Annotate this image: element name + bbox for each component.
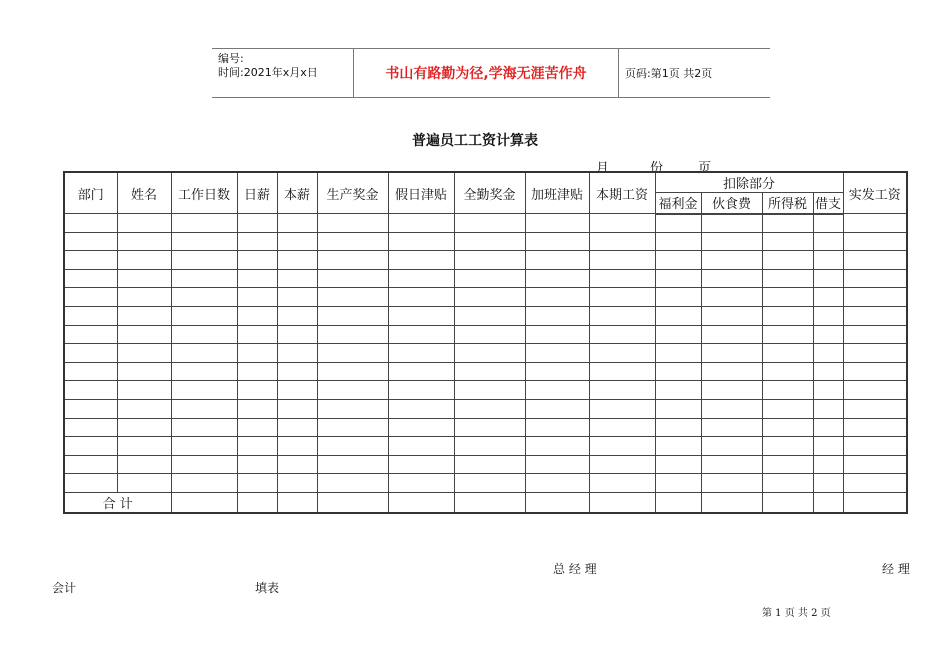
col-header-deductions: 扣除部分 [655,172,843,193]
table-cell[interactable] [701,381,762,400]
table-cell[interactable] [237,399,277,418]
col-header-advance: 借支 [813,193,843,214]
col-header-attendance-bonus: 全勤奖金 [454,172,525,214]
table-cell[interactable] [843,474,907,493]
table-cell[interactable] [277,362,317,381]
table-cell[interactable] [655,325,701,344]
col-header-work-days: 工作日数 [171,172,237,214]
table-cell[interactable] [171,362,237,381]
table-row [64,399,907,418]
table-cell[interactable] [317,306,388,325]
table-cell[interactable] [388,474,454,493]
table-cell[interactable] [237,418,277,437]
table-cell[interactable] [589,214,655,233]
table-cell[interactable] [701,474,762,493]
col-header-overtime-allowance: 加班津贴 [525,172,589,214]
table-cell[interactable] [171,474,237,493]
table-row [64,474,907,493]
table-cell[interactable] [655,362,701,381]
table-cell[interactable] [525,437,589,456]
table-cell[interactable] [388,437,454,456]
col-header-net-pay: 实发工资 [843,172,907,214]
table-cell[interactable] [117,325,171,344]
table-cell[interactable] [525,306,589,325]
table-cell[interactable] [589,269,655,288]
signature-manager: 经 理 [882,562,910,576]
table-cell[interactable] [454,232,525,251]
table-cell[interactable] [655,214,701,233]
table-cell[interactable] [117,362,171,381]
table-cell[interactable] [525,269,589,288]
table-cell[interactable] [843,269,907,288]
table-cell[interactable] [701,232,762,251]
table-cell[interactable] [317,344,388,363]
table-cell[interactable] [117,251,171,270]
table-cell[interactable] [117,306,171,325]
table-cell[interactable] [843,418,907,437]
table-cell[interactable] [277,474,317,493]
table-cell[interactable] [277,214,317,233]
table-cell[interactable] [454,325,525,344]
table-cell[interactable] [237,214,277,233]
table-cell[interactable] [171,269,237,288]
col-header-current-salary: 本期工资 [589,172,655,214]
table-cell[interactable] [237,251,277,270]
table-cell[interactable] [317,232,388,251]
table-cell[interactable] [171,251,237,270]
table-cell[interactable] [843,399,907,418]
table-cell[interactable] [813,214,843,233]
table-cell[interactable] [64,214,117,233]
document-time: 时间:2021年x月x日 [218,66,318,79]
table-cell[interactable] [388,344,454,363]
col-header-welfare: 福利金 [655,193,701,214]
signature-accountant: 会计 [52,581,77,595]
table-cell[interactable] [388,325,454,344]
table-cell[interactable] [64,455,117,474]
table-cell[interactable] [388,362,454,381]
table-cell[interactable] [171,437,237,456]
table-row [64,381,907,400]
table-cell[interactable] [589,344,655,363]
table-cell[interactable] [388,288,454,307]
table-cell[interactable] [237,269,277,288]
table-cell[interactable] [454,474,525,493]
table-cell[interactable] [388,418,454,437]
table-cell[interactable] [589,418,655,437]
table-row [64,269,907,288]
table-cell[interactable] [525,325,589,344]
table-cell[interactable] [701,306,762,325]
table-cell[interactable] [762,325,813,344]
table-cell[interactable] [237,344,277,363]
table-cell[interactable] [277,251,317,270]
table-cell[interactable] [388,492,454,513]
table-cell[interactable] [843,437,907,456]
salary-table [63,171,908,514]
table-row [64,288,907,307]
table-cell[interactable] [701,288,762,307]
table-cell[interactable] [171,399,237,418]
table-cell[interactable] [454,306,525,325]
col-header-meals: 伙食费 [701,193,762,214]
table-cell[interactable] [813,232,843,251]
table-cell[interactable] [317,269,388,288]
period-part: 份 [650,161,664,176]
table-row [64,251,907,270]
header-motto: 书山有路勤为径,学海无涯苦作舟 [385,66,587,82]
table-cell[interactable] [64,418,117,437]
table-cell[interactable] [589,381,655,400]
table-cell[interactable] [701,269,762,288]
table-cell[interactable] [117,381,171,400]
table-cell[interactable] [813,362,843,381]
table-cell[interactable] [64,288,117,307]
table-cell[interactable] [525,214,589,233]
table-row [64,306,907,325]
table-cell[interactable] [525,399,589,418]
table-cell[interactable] [813,492,843,513]
table-cell[interactable] [117,437,171,456]
table-cell[interactable] [843,232,907,251]
table-cell[interactable] [171,418,237,437]
table-cell[interactable] [117,288,171,307]
table-cell[interactable] [237,288,277,307]
table-cell[interactable] [525,474,589,493]
table-cell[interactable] [655,418,701,437]
table-cell[interactable] [277,437,317,456]
table-cell[interactable] [317,418,388,437]
table-cell[interactable] [589,306,655,325]
table-cell[interactable] [813,251,843,270]
table-row [64,455,907,474]
col-header-holiday-allowance: 假日津贴 [388,172,454,214]
table-cell[interactable] [701,251,762,270]
table-cell[interactable] [762,437,813,456]
table-cell[interactable] [388,381,454,400]
table-cell[interactable] [525,362,589,381]
table-row [64,437,907,456]
table-cell[interactable] [388,251,454,270]
table-cell[interactable] [813,418,843,437]
table-cell[interactable] [701,399,762,418]
table-cell[interactable] [589,492,655,513]
table-cell[interactable] [454,344,525,363]
table-cell[interactable] [454,251,525,270]
table-cell[interactable] [843,344,907,363]
table-cell[interactable] [237,492,277,513]
table-row [64,232,907,251]
table-cell[interactable] [813,474,843,493]
table-cell[interactable] [277,492,317,513]
table-cell[interactable] [317,214,388,233]
table-cell[interactable] [317,325,388,344]
table-cell[interactable] [843,251,907,270]
col-header-name: 姓名 [117,172,171,214]
table-cell[interactable] [117,418,171,437]
table-cell[interactable] [454,381,525,400]
table-row [64,325,907,344]
table-cell[interactable] [701,325,762,344]
table-cell[interactable] [843,492,907,513]
table-cell[interactable] [843,381,907,400]
page-title: 普遍员工工资计算表 [412,133,538,149]
document-number-label: 编号: [218,52,244,65]
table-cell[interactable] [237,437,277,456]
table-cell[interactable] [64,344,117,363]
table-cell[interactable] [843,288,907,307]
table-cell[interactable] [117,269,171,288]
signature-general-manager: 总 经 理 [553,562,597,576]
table-row [64,344,907,363]
table-cell[interactable] [589,437,655,456]
table-cell[interactable] [454,214,525,233]
table-cell[interactable] [64,306,117,325]
table-cell[interactable] [525,381,589,400]
table-cell[interactable] [117,344,171,363]
table-cell[interactable] [171,492,237,513]
table-cell[interactable] [388,455,454,474]
table-cell[interactable] [317,437,388,456]
table-cell[interactable] [454,455,525,474]
table-cell[interactable] [762,306,813,325]
table-cell[interactable] [655,381,701,400]
table-cell[interactable] [277,399,317,418]
table-cell[interactable] [843,325,907,344]
table-cell[interactable] [813,344,843,363]
table-cell[interactable] [843,214,907,233]
period-page: 页 [698,161,712,176]
table-cell[interactable] [317,381,388,400]
table-cell[interactable] [237,381,277,400]
table-cell[interactable] [589,232,655,251]
col-header-department: 部门 [64,172,117,214]
table-cell[interactable] [701,418,762,437]
table-cell[interactable] [171,344,237,363]
table-cell[interactable] [277,418,317,437]
table-cell[interactable] [454,418,525,437]
table-cell[interactable] [843,362,907,381]
table-cell[interactable] [525,232,589,251]
table-cell[interactable] [762,418,813,437]
signature-prepared-by: 填表 [255,581,280,595]
table-cell[interactable] [525,418,589,437]
table-cell[interactable] [655,399,701,418]
table-cell[interactable] [454,492,525,513]
table-cell[interactable] [388,214,454,233]
document-header [212,48,770,98]
table-cell[interactable] [813,399,843,418]
table-cell[interactable] [525,288,589,307]
table-cell[interactable] [762,474,813,493]
table-cell[interactable] [64,362,117,381]
table-cell[interactable] [762,288,813,307]
table-cell[interactable] [655,455,701,474]
table-cell[interactable] [813,325,843,344]
table-cell[interactable] [762,381,813,400]
header-divider [618,49,619,97]
table-cell[interactable] [64,325,117,344]
table-cell[interactable] [388,399,454,418]
page-number: 第 1 页 共 2 页 [762,608,831,619]
table-row [64,362,907,381]
table-cell[interactable] [317,251,388,270]
table-cell[interactable] [701,492,762,513]
table-cell[interactable] [525,251,589,270]
table-cell[interactable] [454,269,525,288]
table-cell[interactable] [525,455,589,474]
table-cell[interactable] [454,362,525,381]
table-cell[interactable] [277,288,317,307]
table-cell[interactable] [701,362,762,381]
table-cell[interactable] [843,455,907,474]
table-cell[interactable] [762,492,813,513]
table-cell[interactable] [117,214,171,233]
header-meta [218,49,354,97]
table-cell[interactable] [525,344,589,363]
table-cell[interactable] [277,344,317,363]
table-cell[interactable] [454,437,525,456]
table-cell[interactable] [277,325,317,344]
table-cell[interactable] [813,269,843,288]
table-cell[interactable] [655,474,701,493]
table-cell[interactable] [64,251,117,270]
table-row [64,418,907,437]
col-header-income-tax: 所得税 [762,193,813,214]
table-cell[interactable] [277,232,317,251]
table-cell[interactable] [317,399,388,418]
header-page-info: 页码:第1页 共2页 [625,67,713,80]
table-cell[interactable] [277,455,317,474]
table-cell[interactable] [813,288,843,307]
table-cell[interactable] [237,474,277,493]
table-cell[interactable] [762,251,813,270]
table-cell[interactable] [655,306,701,325]
table-cell[interactable] [762,344,813,363]
table-cell[interactable] [64,399,117,418]
table-cell[interactable] [237,306,277,325]
table-cell[interactable] [589,474,655,493]
table-cell[interactable] [701,214,762,233]
table-cell[interactable] [655,232,701,251]
table-cell[interactable] [454,288,525,307]
table-cell[interactable] [589,325,655,344]
table-cell[interactable] [813,437,843,456]
table-cell[interactable] [388,232,454,251]
table-cell[interactable] [762,269,813,288]
table-cell[interactable] [171,288,237,307]
table-cell[interactable] [762,399,813,418]
total-row [64,492,907,513]
table-cell[interactable] [655,437,701,456]
table-cell[interactable] [762,455,813,474]
table-cell[interactable] [813,381,843,400]
table-cell[interactable] [277,381,317,400]
table-cell[interactable] [117,232,171,251]
table-cell[interactable] [701,344,762,363]
table-cell[interactable] [317,362,388,381]
table-cell[interactable] [171,232,237,251]
table-cell[interactable] [171,325,237,344]
table-cell[interactable] [655,344,701,363]
table-cell[interactable] [171,455,237,474]
table-cell[interactable] [589,362,655,381]
table-cell[interactable] [655,288,701,307]
col-header-daily-wage: 日薪 [237,172,277,214]
table-cell[interactable] [388,269,454,288]
table-cell[interactable] [589,455,655,474]
table-cell[interactable] [813,306,843,325]
table-cell[interactable] [701,455,762,474]
table-cell[interactable] [843,306,907,325]
table-cell[interactable] [525,492,589,513]
table-cell[interactable] [454,399,525,418]
table-row [64,214,907,233]
table-cell[interactable] [388,306,454,325]
table-cell[interactable] [117,474,171,493]
table-cell[interactable] [317,455,388,474]
table-cell[interactable] [589,251,655,270]
table-cell[interactable] [317,492,388,513]
table-cell[interactable] [762,232,813,251]
table-cell[interactable] [655,251,701,270]
table-cell[interactable] [277,269,317,288]
col-header-base-salary: 本薪 [277,172,317,214]
period-month: 月 [596,161,610,176]
table-cell[interactable] [64,437,117,456]
table-cell[interactable] [589,399,655,418]
table-cell[interactable] [701,437,762,456]
table-cell[interactable] [64,269,117,288]
table-cell[interactable] [237,232,277,251]
table-cell[interactable] [117,399,171,418]
table-cell[interactable] [762,214,813,233]
table-cell[interactable] [64,381,117,400]
table-cell[interactable] [317,288,388,307]
table-cell[interactable] [171,381,237,400]
table-cell[interactable] [237,455,277,474]
total-label: 合 计 [64,492,171,513]
col-header-production-bonus: 生产奖金 [317,172,388,214]
table-cell[interactable] [589,288,655,307]
table-cell[interactable] [655,492,701,513]
table-cell[interactable] [237,325,277,344]
table-cell[interactable] [813,455,843,474]
table-cell[interactable] [171,306,237,325]
table-body [64,214,907,493]
table-cell[interactable] [171,214,237,233]
table-cell[interactable] [317,474,388,493]
table-cell[interactable] [117,455,171,474]
table-cell[interactable] [277,306,317,325]
table-cell[interactable] [655,269,701,288]
table-cell[interactable] [762,362,813,381]
table-cell[interactable] [64,474,117,493]
table-cell[interactable] [64,232,117,251]
table-cell[interactable] [237,362,277,381]
